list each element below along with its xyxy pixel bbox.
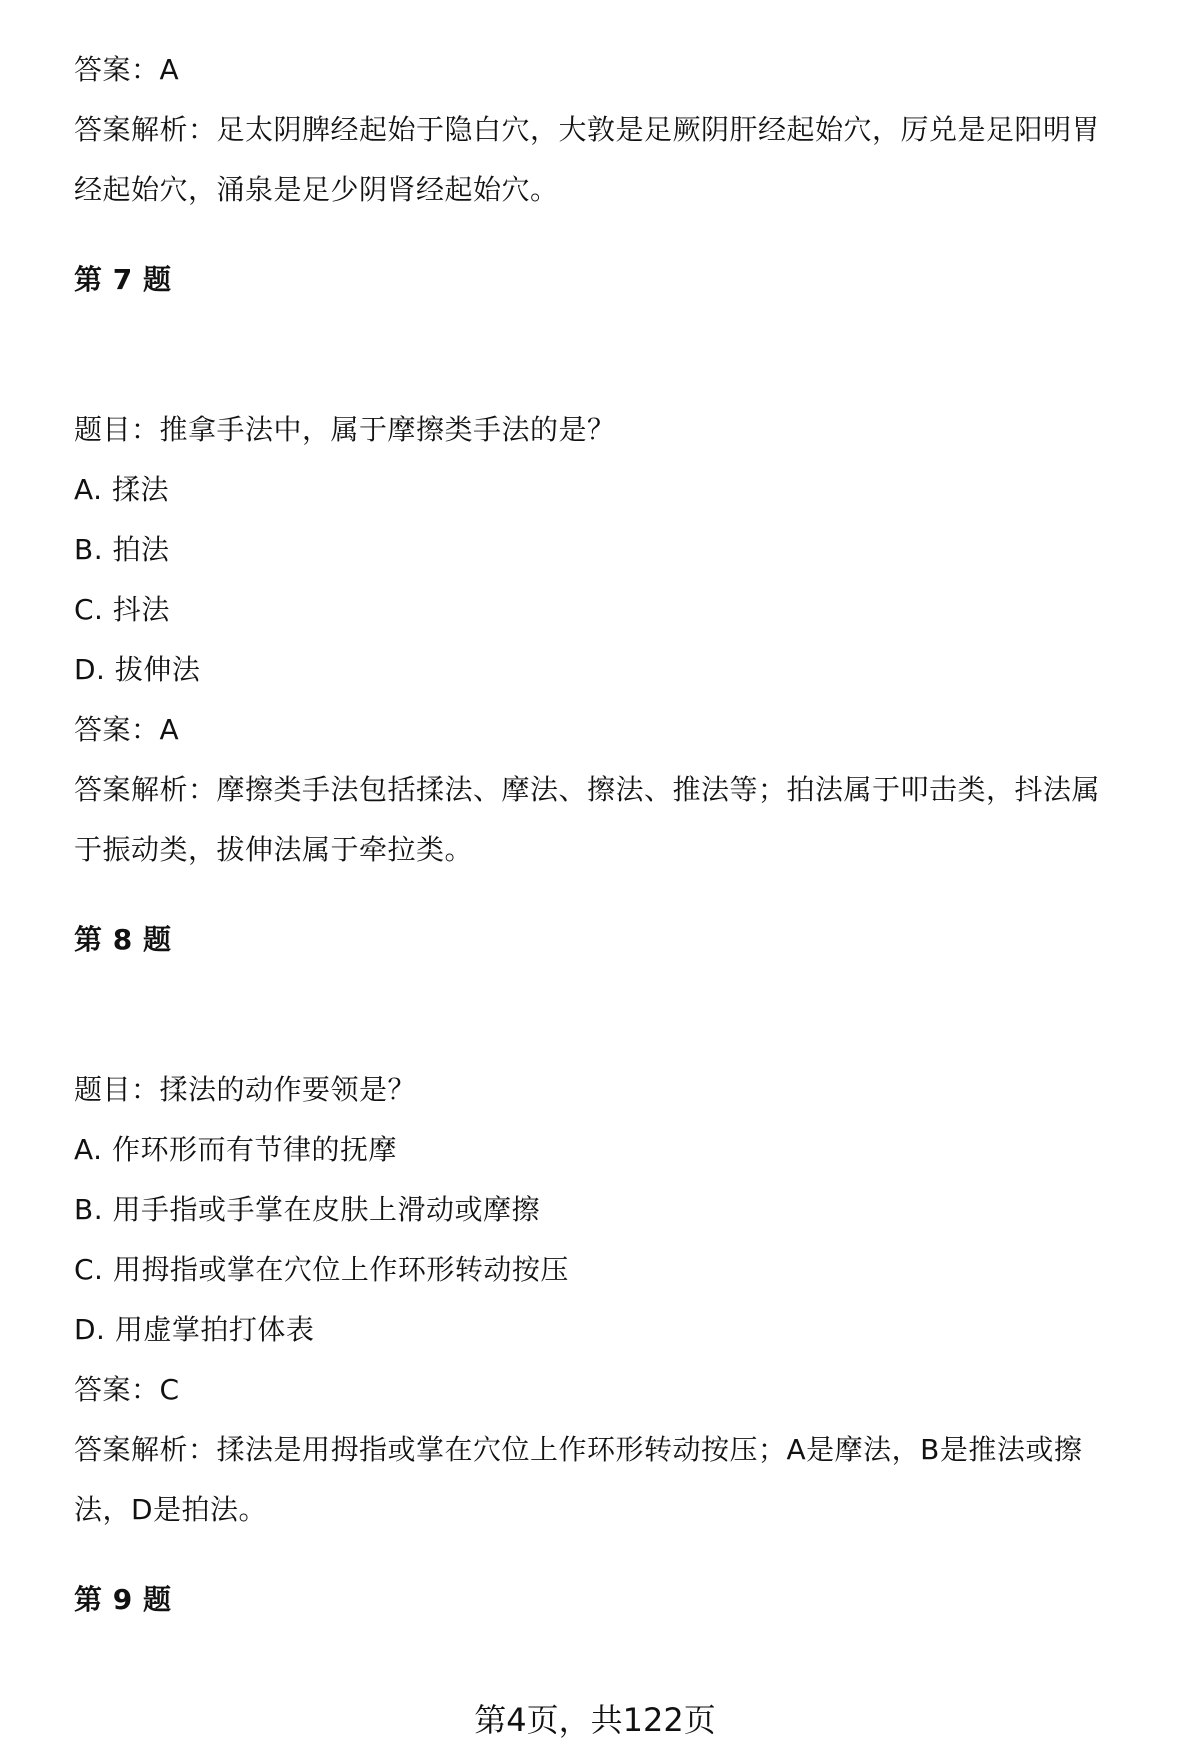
- q8-heading: 第 8 题: [74, 923, 172, 956]
- q7-heading: 第 7 题: [74, 263, 172, 296]
- q7-analysis-line-2: 于振动类，拔伸法属于牵拉类。: [74, 833, 474, 866]
- q8-answer: 答案：C: [74, 1373, 180, 1406]
- q8-analysis-line-1: 答案解析：揉法是用拇指或掌在穴位上作环形转动按压；A是摩法，B是推法或擦: [74, 1433, 1083, 1466]
- q7-option-c: C. 抖法: [74, 593, 170, 626]
- q8-question: 题目：揉法的动作要领是？: [74, 1073, 417, 1106]
- q7-analysis-line-1: 答案解析：摩擦类手法包括揉法、摩法、擦法、推法等；拍法属于叩击类，抖法属: [74, 773, 1101, 806]
- q8-option-b: B. 用手指或手掌在皮肤上滑动或摩擦: [74, 1193, 541, 1226]
- q7-answer: 答案：A: [74, 713, 180, 746]
- prev-answer: 答案：A: [74, 53, 180, 86]
- q8-option-c: C. 用拇指或掌在穴位上作环形转动按压: [74, 1253, 569, 1286]
- q9-heading: 第 9 题: [74, 1583, 172, 1616]
- q7-option-b: B. 拍法: [74, 533, 170, 566]
- q7-option-d: D. 拔伸法: [74, 653, 201, 686]
- q8-analysis-line-2: 法，D是拍法。: [74, 1493, 268, 1526]
- prev-analysis-line-2: 经起始穴，涌泉是足少阴肾经起始穴。: [74, 173, 559, 206]
- prev-analysis-line-1: 答案解析：足太阴脾经起始于隐白穴，大敦是足厥阴肝经起始穴，厉兑是足阳明胃: [74, 113, 1101, 146]
- q7-question: 题目：推拿手法中，属于摩擦类手法的是？: [74, 413, 616, 446]
- q7-option-a: A. 揉法: [74, 473, 169, 506]
- q8-option-d: D. 用虚掌拍打体表: [74, 1313, 315, 1346]
- q8-option-a: A. 作环形而有节律的抚摩: [74, 1133, 397, 1166]
- page-number-footer: 第4页，共122页: [474, 1701, 716, 1739]
